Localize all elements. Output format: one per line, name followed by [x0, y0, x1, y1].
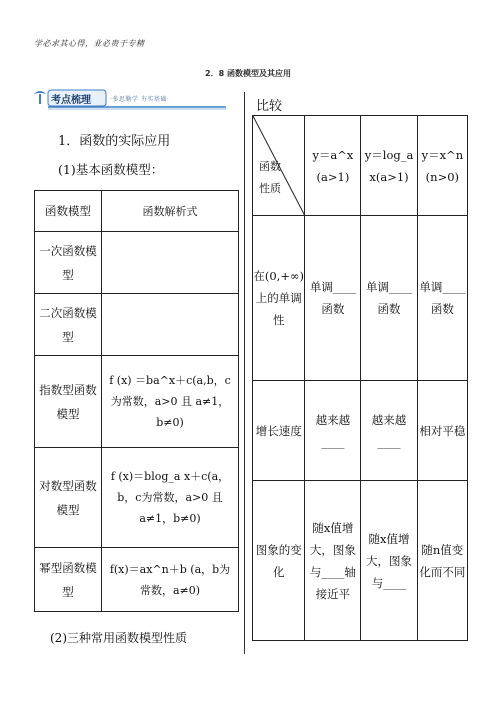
row-label-graph-change: 图象的变化 — [253, 481, 305, 641]
section-title: 2．8 函数模型及其应用 — [205, 69, 291, 78]
cell-monotonicity-logarithmic: 单调____函数 — [361, 216, 417, 381]
heading-comparison: 比较 — [256, 99, 283, 114]
corner-bottom-label: 性质 — [259, 182, 281, 195]
table-row — [35, 448, 239, 548]
header-motto: 学必求其心得，业必贵于专精 — [34, 39, 145, 48]
heading-model-properties: (2)三种常用函数模型性质 — [50, 631, 187, 645]
model-linear: 一次函数模型 — [35, 232, 102, 294]
section-banner — [30, 88, 226, 110]
formula-quadratic — [102, 294, 239, 356]
table-row — [253, 481, 468, 641]
corner-top-label: 函数 — [259, 160, 281, 173]
table-row — [253, 381, 468, 481]
model-exponential: 指数型函数模型 — [35, 356, 102, 448]
cell-monotonicity-exponential: 单调____函数 — [305, 216, 361, 381]
formula-logarithmic: f (x)＝blog_a x＋c(a，b，c为常数，a>0 且 a≠1，b≠0) — [102, 448, 239, 548]
basic-models-table — [34, 190, 239, 612]
table-header-row — [253, 116, 468, 216]
cell-monotonicity-power: 单调____函数 — [417, 216, 467, 381]
cell-graph-exponential: 随x值增大，图象与____轴接近平 — [305, 481, 361, 641]
cell-growth-logarithmic: 越来越____ — [361, 381, 417, 481]
formula-exponential: f (x) ＝ba^x＋c(a,b，c为常数，a>0 且 a≠1，b≠0) — [102, 356, 239, 448]
table-row — [35, 232, 239, 294]
column-divider — [244, 92, 245, 654]
model-power: 幂型函数模型 — [35, 548, 102, 612]
table-row — [35, 548, 239, 612]
cell-graph-power: 随n值变化而不同 — [417, 481, 467, 641]
cell-graph-logarithmic: 随x值增大，图象与____ — [361, 481, 417, 641]
banner-label: 考点梳理 — [51, 95, 91, 106]
table-row — [253, 216, 468, 381]
row-label-monotonicity: 在(0,+∞)上的单调性 — [253, 216, 305, 381]
heading-basic-models: (1)基本函数模型： — [58, 162, 164, 177]
heading-function-application: 1．函数的实际应用 — [58, 134, 171, 149]
formula-power: f(x)＝ax^n＋b (a，b为常数，a≠0) — [102, 548, 239, 612]
table-header-row — [35, 191, 239, 232]
formula-linear — [102, 232, 239, 294]
col-header-power: y＝x^n (n>0) — [417, 116, 467, 216]
row-label-growth-speed: 增长速度 — [253, 381, 305, 481]
banner-subtitle: ·多思勤学 夯实基础· — [110, 96, 170, 103]
table-row — [35, 294, 239, 356]
model-quadratic: 二次函数模型 — [35, 294, 102, 356]
col-header-formula: 函数解析式 — [102, 191, 239, 232]
col-header-exponential: y＝a^x (a>1) — [305, 116, 361, 216]
col-header-model: 函数模型 — [35, 191, 102, 232]
col-header-logarithmic: y＝log_a x(a>1) — [361, 116, 417, 216]
comparison-table — [252, 115, 468, 641]
cell-growth-power: 相对平稳 — [417, 381, 467, 481]
table-row — [35, 356, 239, 448]
model-logarithmic: 对数型函数模型 — [35, 448, 102, 548]
corner-cell — [253, 116, 305, 216]
cell-growth-exponential: 越来越____ — [305, 381, 361, 481]
